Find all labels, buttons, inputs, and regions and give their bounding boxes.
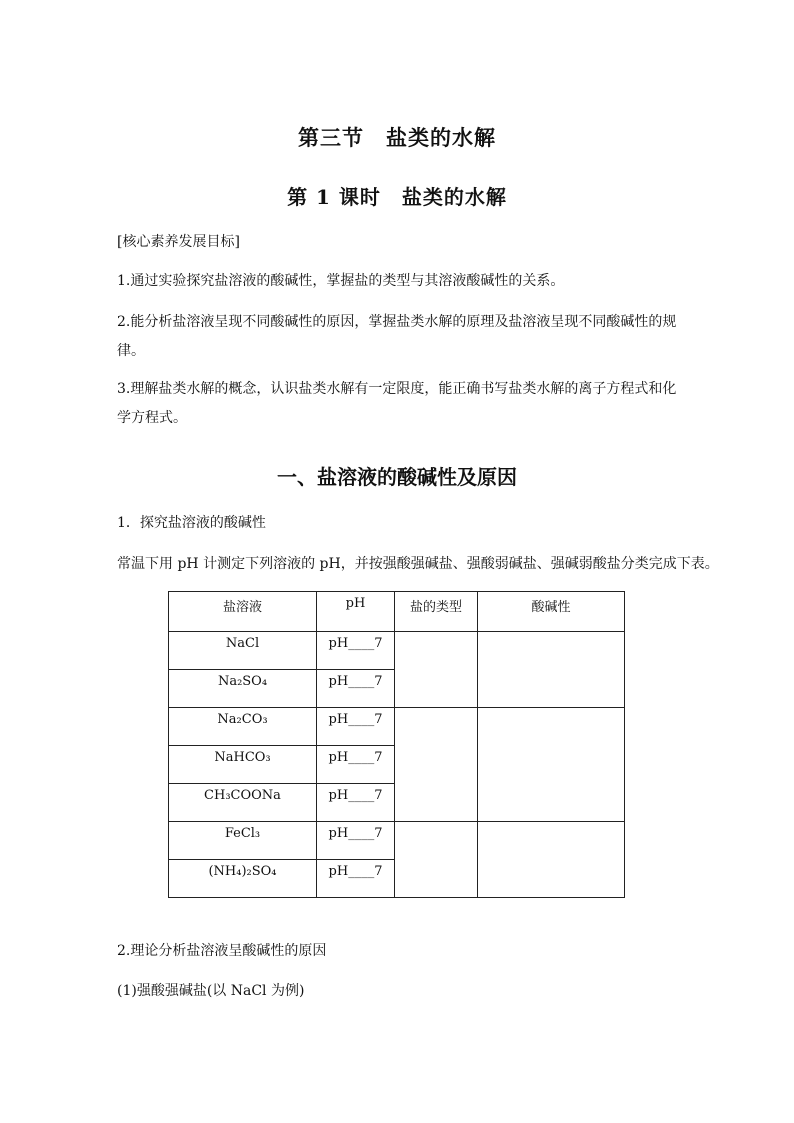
ph-cell: pH____7: [317, 860, 395, 898]
ph-cell: pH____7: [317, 708, 395, 746]
header-acidity: 酸碱性: [478, 592, 625, 632]
ph-cell: pH____7: [317, 784, 395, 822]
page-title: 第三节 盐类的水解: [298, 125, 496, 150]
item-1-heading: 1．探究盐溶液的酸碱性: [117, 515, 266, 531]
salt-cell: NaCl: [169, 632, 317, 670]
table-row: [169, 708, 625, 746]
item-2-heading: 2.理论分析盐溶液呈酸碱性的原因: [117, 943, 327, 959]
goal-item-2: 2.能分析盐溶液呈现不同酸碱性的原因，掌握盐类水解的原理及盐溶液呈现不同酸碱性的规律。: [117, 314, 677, 359]
table-row: [169, 632, 625, 670]
salt-type-cell-group-1[interactable]: [395, 632, 478, 708]
acidity-cell-group-3[interactable]: [478, 822, 625, 898]
salt-cell: (NH₄)₂SO₄: [169, 860, 317, 898]
salt-cell: FeCl₃: [169, 822, 317, 860]
item-2-sub: (1)强酸强碱盐(以 NaCl 为例): [117, 983, 305, 999]
section-title: 一、盐溶液的酸碱性及原因: [277, 465, 517, 489]
acidity-cell-group-1[interactable]: [478, 632, 625, 708]
salt-type-cell-group-3[interactable]: [395, 822, 478, 898]
ph-cell: pH____7: [317, 822, 395, 860]
header-salt-type: 盐的类型: [395, 592, 478, 632]
salt-cell: Na₂SO₄: [169, 670, 317, 708]
table-row: [169, 822, 625, 860]
acidity-cell-group-2[interactable]: [478, 708, 625, 822]
ph-cell: pH____7: [317, 632, 395, 670]
table-header-row: [169, 592, 625, 632]
header-salt: 盐溶液: [169, 592, 317, 632]
salt-ph-table: [168, 591, 625, 898]
goal-item-1: 1.通过实验探究盐溶液的酸碱性，掌握盐的类型与其溶液酸碱性的关系。: [117, 273, 565, 289]
salt-type-cell-group-2[interactable]: [395, 708, 478, 822]
goals-heading: [核心素养发展目标]: [117, 234, 240, 250]
goal-item-3: 3.理解盐类水解的概念，认识盐类水解有一定限度，能正确书写盐类水解的离子方程式和化学方程式。: [117, 381, 677, 426]
lesson-subtitle: 第 1 课时 盐类的水解: [287, 185, 507, 209]
salt-cell: NaHCO₃: [169, 746, 317, 784]
ph-cell: pH____7: [317, 670, 395, 708]
salt-cell: Na₂CO₃: [169, 708, 317, 746]
salt-cell: CH₃COONa: [169, 784, 317, 822]
ph-cell: pH____7: [317, 746, 395, 784]
header-ph: pH: [317, 592, 395, 632]
instruction-text: 常温下用 pH 计测定下列溶液的 pH，并按强酸强碱盐、强酸弱碱盐、强碱弱酸盐分类完成下表。: [117, 556, 719, 572]
